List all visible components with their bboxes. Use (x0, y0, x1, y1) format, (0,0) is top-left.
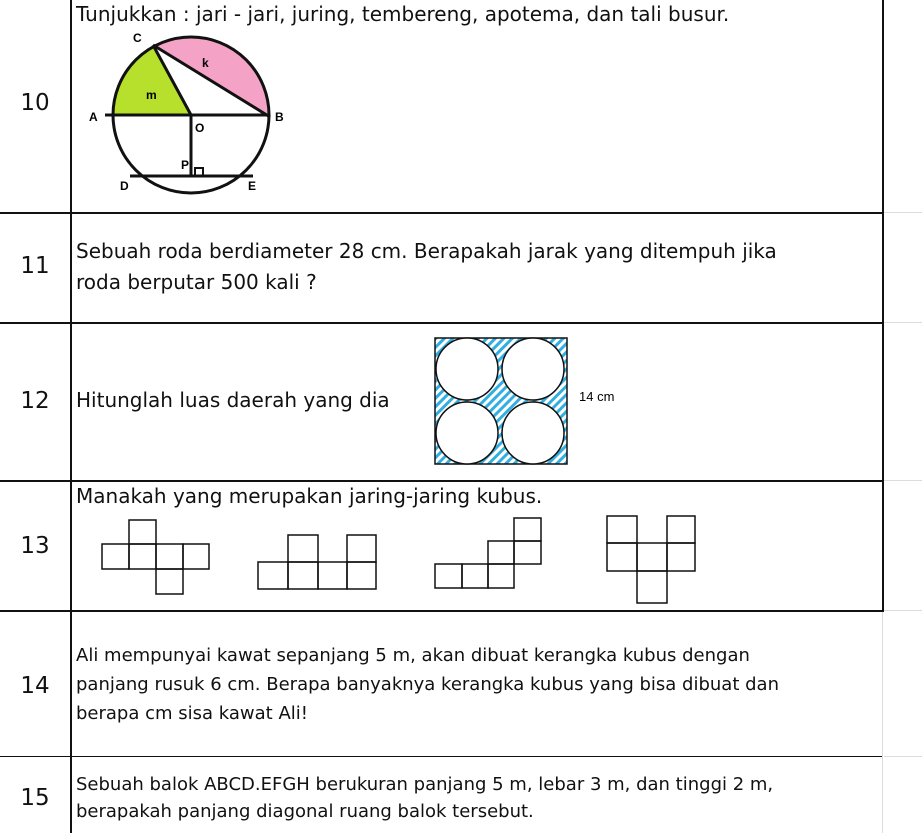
cube-net-3 (435, 518, 541, 588)
right-border (882, 0, 884, 612)
label-d: D (120, 179, 129, 193)
question-text-line-1: Ali mempunyai kawat sepanjang 5 m, akan dibuat kerangka kubus dengan (76, 645, 750, 666)
row-divider-14-15 (0, 756, 882, 757)
label-14cm: 14 cm (579, 389, 615, 404)
square-circles-figure (430, 335, 630, 470)
cube-nets-figure (95, 510, 715, 610)
cube-net-1 (102, 520, 209, 594)
row-number: 13 (20, 533, 50, 559)
cube-net-4 (607, 516, 695, 603)
circle-bottom-right (502, 402, 564, 464)
question-text-line-2: berapakah panjang diagonal ruang balok tersebut. (76, 801, 534, 822)
cube-net-2 (258, 535, 376, 589)
row-divider-10-11 (0, 212, 884, 214)
circle-figure (84, 30, 284, 205)
faint-line-5 (884, 756, 922, 757)
question-text-line-1: Sebuah balok ABCD.EFGH berukuran panjang 5 m, lebar 3 m, dan tinggi 2 m, (76, 774, 774, 795)
row-number: 11 (20, 253, 50, 279)
row-number: 15 (20, 785, 50, 811)
row-divider-11-12 (0, 322, 884, 324)
column-divider (70, 0, 72, 833)
label-a: A (89, 110, 98, 124)
question-text: Manakah yang merupakan jaring-jaring kubus. (76, 484, 543, 508)
row-number: 12 (20, 388, 50, 414)
faint-line-1 (884, 212, 922, 213)
faint-line-2 (884, 322, 922, 323)
label-e: E (248, 179, 257, 193)
circle-top-left (436, 338, 498, 400)
label-c: C (133, 31, 142, 45)
faint-line-3 (884, 480, 922, 481)
label-m: m (146, 88, 157, 102)
label-p: P (181, 158, 190, 172)
label-k: k (202, 56, 209, 70)
question-text: Hitunglah luas daerah yang dia (76, 388, 390, 412)
question-text-line-1: Sebuah roda berdiameter 28 cm. Berapakah jarak yang ditempuh jika (76, 239, 777, 263)
question-text-line-2: panjang rusuk 6 cm. Berapa banyaknya kerangka kubus yang bisa dibuat dan (76, 674, 779, 695)
circle-top-right (502, 338, 564, 400)
question-text-line-2: roda berputar 500 kali ? (76, 270, 317, 294)
circle-bottom-left (436, 402, 498, 464)
row-number: 14 (20, 673, 50, 699)
question-text-line-3: berapa cm sisa kawat Ali! (76, 703, 308, 724)
faint-line-4 (884, 610, 922, 611)
label-o: O (195, 121, 205, 135)
row-number: 10 (20, 90, 50, 116)
row-divider-13-14 (0, 610, 884, 612)
faint-right-border (882, 612, 883, 833)
question-text: Tunjukkan : jari - jari, juring, tembereng, apotema, dan tali busur. (76, 2, 730, 26)
label-b: B (275, 110, 284, 124)
